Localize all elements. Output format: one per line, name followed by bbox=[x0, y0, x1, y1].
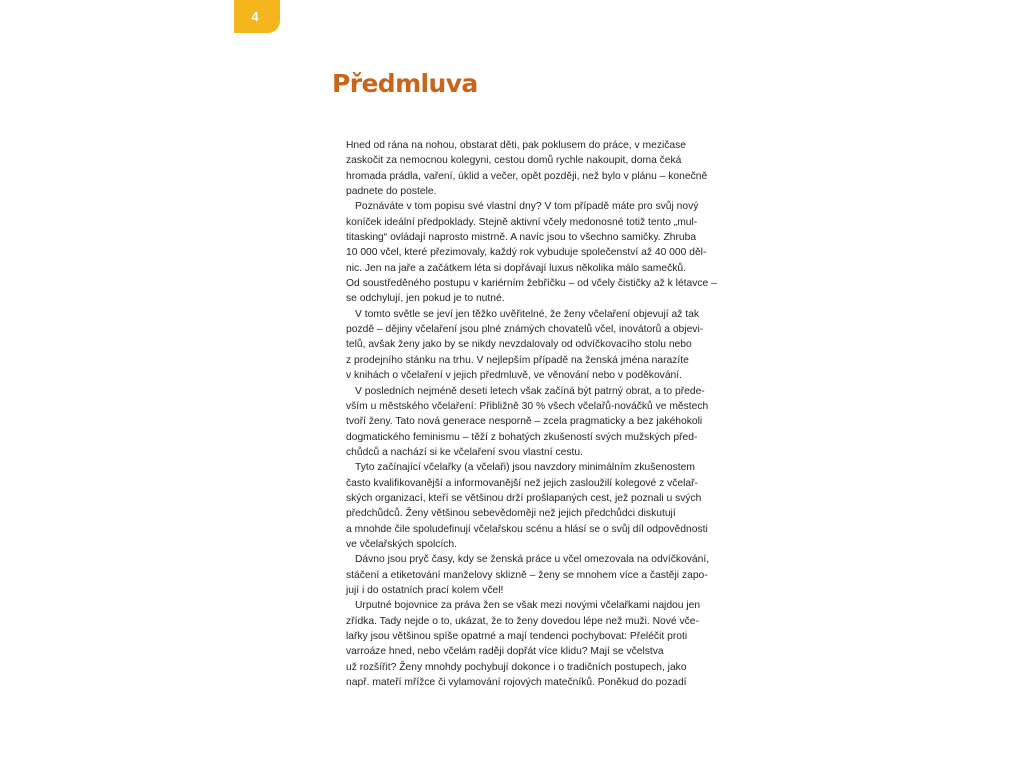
text-line: Poznáváte v tom popisu své vlastní dny? V tom případě máte pro svůj nový bbox=[355, 201, 699, 213]
body-text bbox=[346, 138, 736, 690]
text-line: a mnohde čile spoludefinují včelařskou scénu a hlásí se o svůj díl odpovědnosti bbox=[346, 523, 708, 535]
text-line: stáčení a etiketování manželovy sklizně – ženy se mnohem více a častěji zapo- bbox=[346, 569, 708, 581]
page-number: 4 bbox=[251, 9, 259, 24]
text-line: 10 000 včel, které přezimovaly, každý rok vybuduje společenství až 40 000 děl- bbox=[346, 247, 707, 259]
text-line: ve včelařských spolcích. bbox=[346, 538, 458, 550]
text-line: titasking“ ovládají naprosto mistrně. A navíc jsou to všechno samičky. Zhruba bbox=[346, 232, 697, 244]
text-line: pozdě – dějiny včelaření jsou plné známých chovatelů včel, inovátorů a objevi- bbox=[346, 324, 704, 336]
text-line: se odchylují, jen pokud je to nutné. bbox=[346, 293, 505, 305]
chapter-title: Předmluva bbox=[332, 69, 478, 98]
text-line: V posledních nejméně deseti letech však začíná být patrný obrat, a to přede- bbox=[355, 385, 705, 397]
text-line: jují i do ostatních prací kolem včel! bbox=[346, 584, 504, 596]
page-number-tab bbox=[234, 0, 280, 33]
text-line: Hned od rána na nohou, obstarat děti, pak poklusem do práce, v mezičase bbox=[346, 140, 687, 151]
text-line: vším u městského včelaření: Přibližně 30 % všech včelařů-nováčků ve městech bbox=[346, 400, 709, 412]
text-line: už rozšířit? Ženy mnohdy pochybují dokonce i o tradičních postupech, jako bbox=[346, 661, 687, 673]
text-line: Urputné bojovnice za práva žen se však mezi novými včelařkami najdou jen bbox=[355, 600, 701, 612]
text-line: Tyto začínající včelařky (a včelaři) jsou navzdory minimálním zkušenostem bbox=[355, 462, 695, 474]
text-line: často kvalifikovanější a informovanější než jejich zasloužilí kolegové z včelař- bbox=[346, 477, 698, 489]
text-line: tvoří ženy. Tato nová generace nesporně – zcela pragmaticky a bez jakéhokoli bbox=[346, 416, 703, 428]
text-line: z prodejního stánku na trhu. V nejlepším případě na ženská jména narazíte bbox=[346, 354, 689, 366]
text-line: varroáze hned, nebo včelám raději dopřát více klidu? Mají se včelstva bbox=[346, 646, 664, 658]
text-line: zřídka. Tady nejde o to, ukázat, že to ženy dovedou lépe než muži. Nové vče- bbox=[346, 615, 699, 627]
text-line: lařky jsou většinou spíše opatrné a mají tendenci pochybovat: Přeléčit proti bbox=[346, 631, 688, 642]
text-line: nic. Jen na jaře a začátkem léta si dopřávají luxus několika málo samečků. bbox=[346, 262, 686, 274]
text-line: koníček ideální předpoklady. Stejně aktivní včely medonosné totiž tento „mul- bbox=[346, 216, 698, 228]
text-line: padnete do postele. bbox=[346, 186, 437, 198]
text-line: např. mateří mřížce či vylamování rojových matečníků. Poněkud do pozadí bbox=[346, 677, 687, 689]
text-line: zaskočit za nemocnou kolegyni, cestou domů rychle nakoupit, doma čeká bbox=[346, 155, 682, 167]
text-line: v knihách o včelaření v jejich předmluvě, ve věnování nebo v poděkování. bbox=[346, 370, 682, 382]
text-line: V tomto světle se jeví jen těžko uvěřitelné, že ženy včelaření objevují až tak bbox=[355, 308, 699, 320]
text-line: Od soustředěného postupu v kariérním žebříčku – od včely čističky až k létavce – bbox=[346, 278, 717, 290]
text-line: Dávno jsou pryč časy, kdy se ženská práce u včel omezovala na odvíčkování, bbox=[355, 554, 710, 566]
text-line: hromada prádla, vaření, úklid a večer, opět později, než bylo v plánu – konečně bbox=[346, 170, 708, 182]
text-line: ských organizací, kteří se většinou drží prošlapaných cest, jež poznali u svých bbox=[346, 492, 702, 504]
text-line: předchůdců. Ženy většinou sebevědoměji než jejich předchůdci diskutují bbox=[346, 508, 676, 520]
text-line: dogmatického feminismu – těží z bohatých zkušeností svých mužských před- bbox=[346, 431, 698, 443]
text-line: chůdců a nachází si ke včelaření svou vlastní cestu. bbox=[346, 446, 583, 458]
text-line: telů, avšak ženy jako by se nikdy nevzdalovaly od odvíčkovacího stolu nebo bbox=[346, 339, 692, 351]
